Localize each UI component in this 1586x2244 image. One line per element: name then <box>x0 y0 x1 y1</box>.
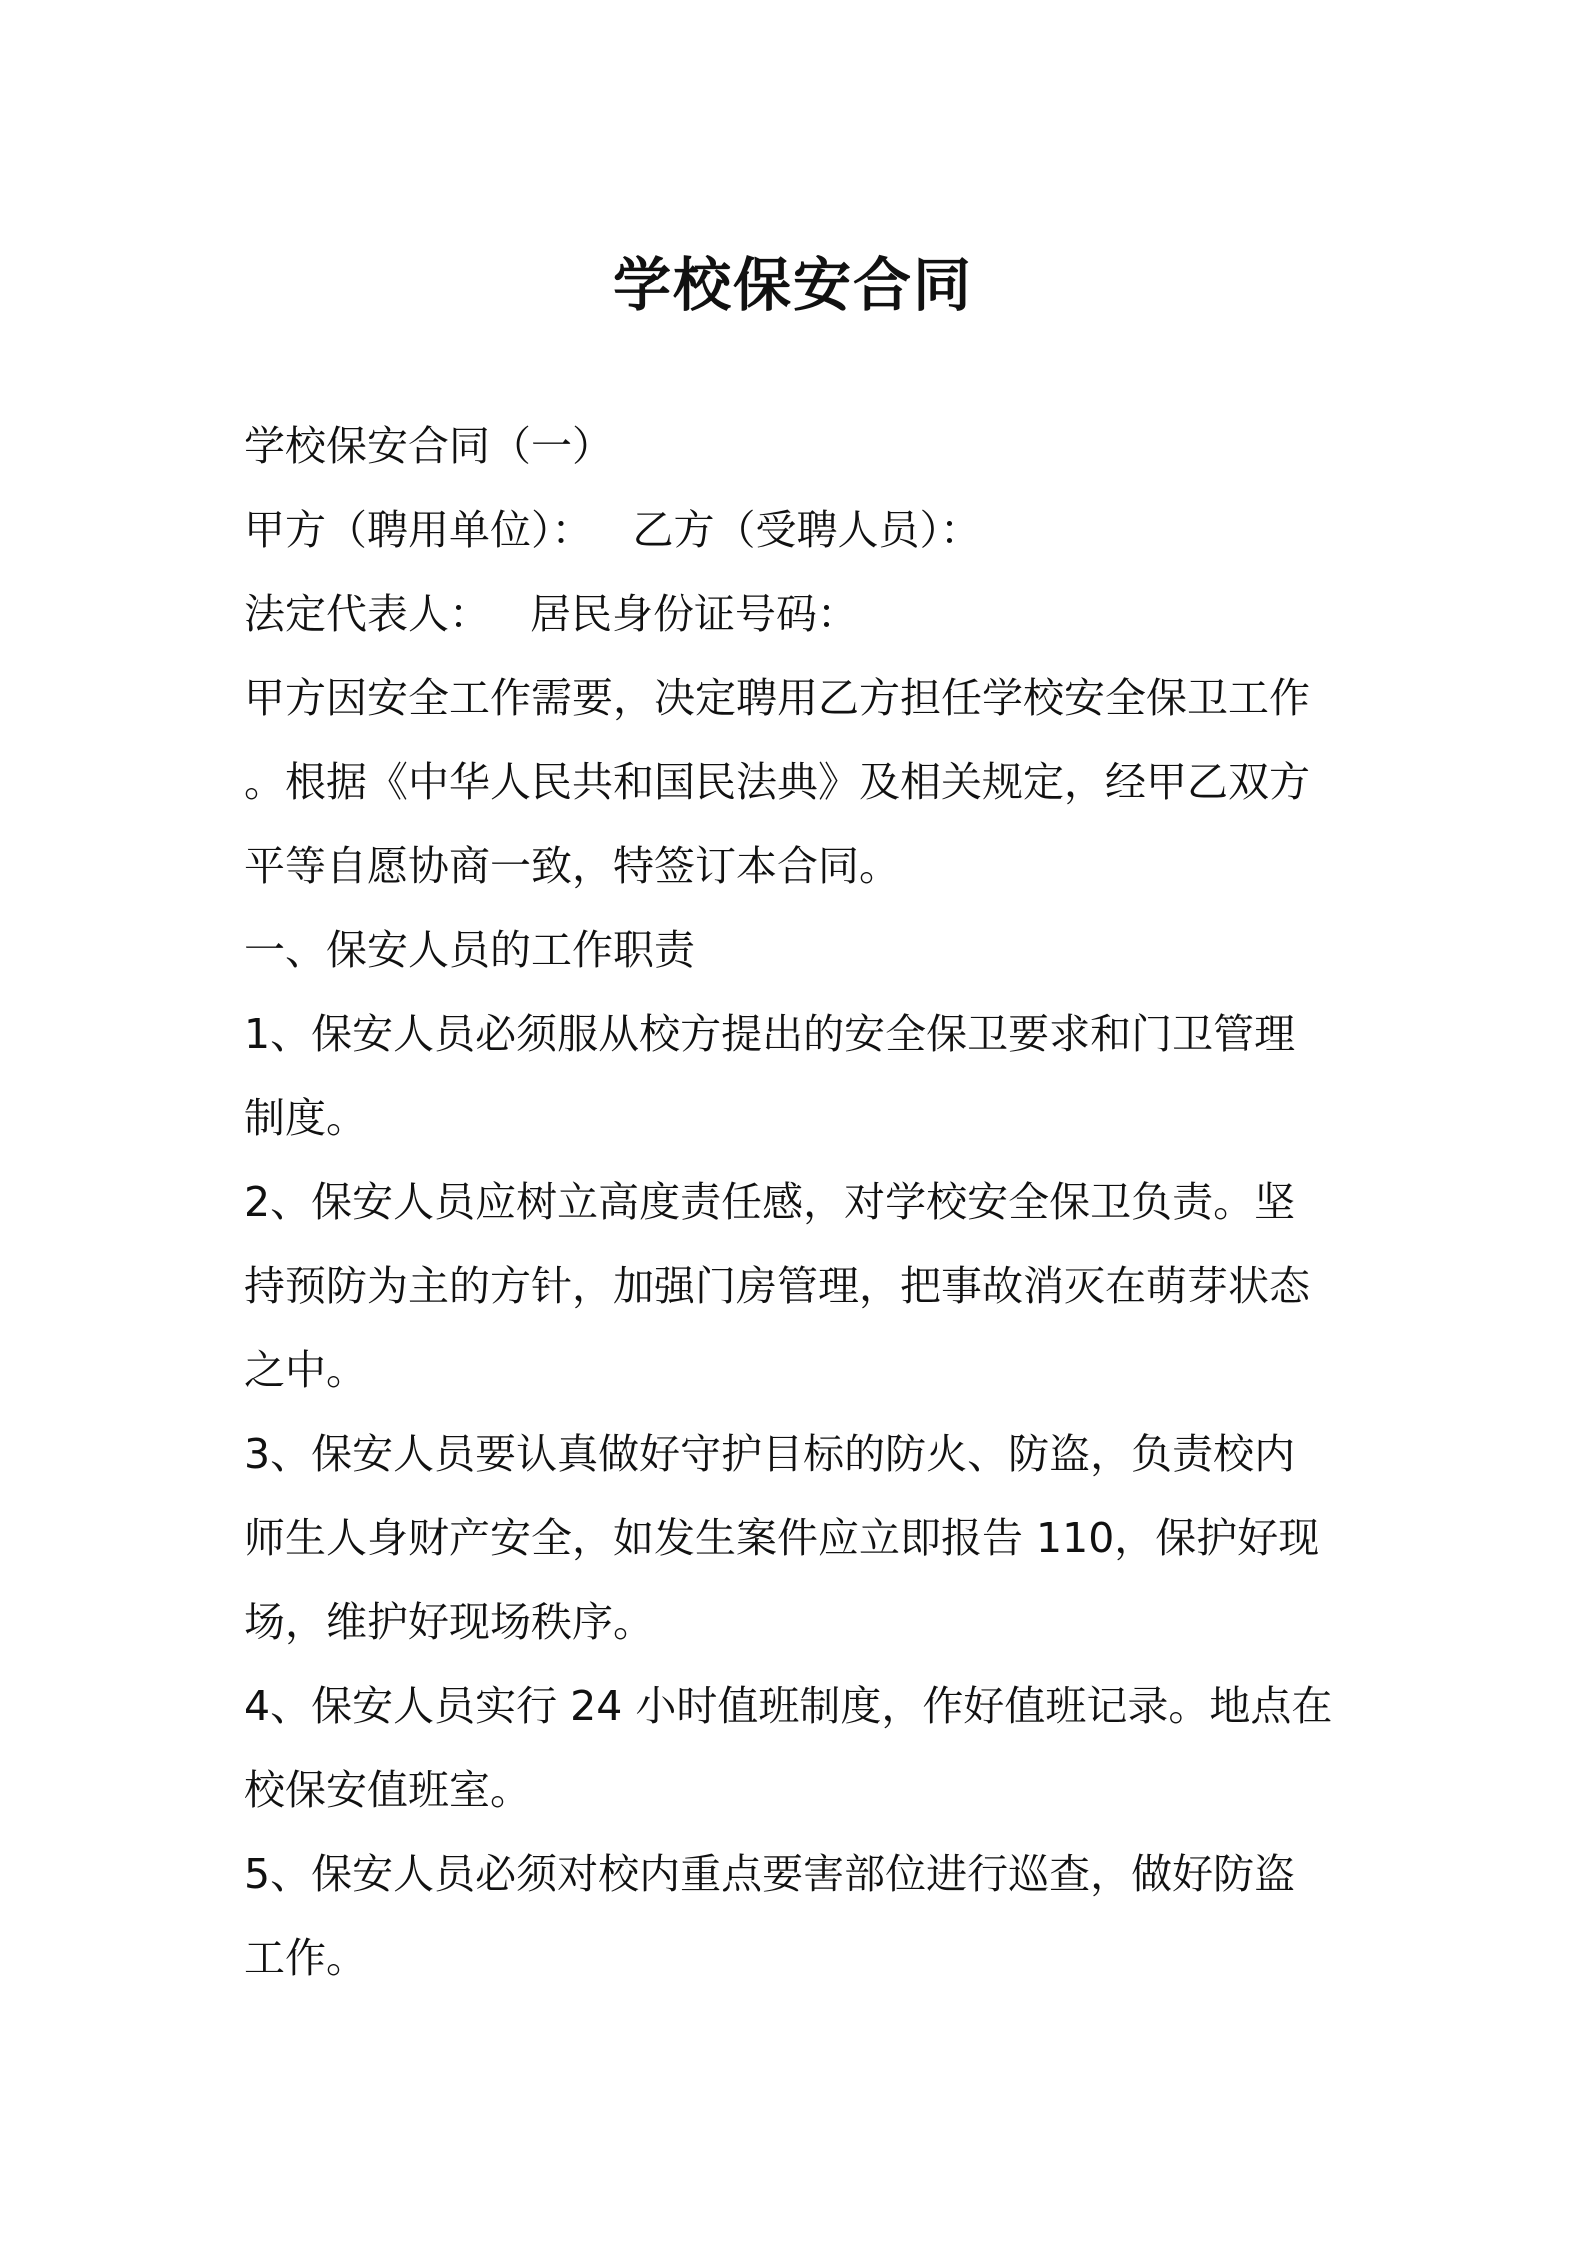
section-heading: 一、保安人员的工作职责 <box>244 926 695 974</box>
clause-2-line: 之中。 <box>244 1346 367 1394</box>
id-number-label: 居民身份证号码： <box>530 590 858 638</box>
parties-line <box>244 488 1364 572</box>
clause-2-line: 持预防为主的方针，加强门房管理，把事故消灭在萌芽状态 <box>244 1262 1310 1310</box>
clause-2-line: 2、保安人员应树立高度责任感，对学校安全保卫负责。坚 <box>244 1178 1296 1226</box>
representative-line <box>244 572 1364 656</box>
document-body <box>244 404 1364 2000</box>
clause-3-line: 3、保安人员要认真做好守护目标的防火、防盗，负责校内 <box>244 1430 1296 1478</box>
clause-5-line: 5、保安人员必须对校内重点要害部位进行巡查，做好防盗 <box>244 1850 1296 1898</box>
clause-4-line: 4、保安人员实行 24 小时值班制度，作好值班记录。地点在 <box>244 1682 1333 1730</box>
legal-rep-label: 法定代表人： <box>244 590 490 638</box>
intro-line: 。根据《中华人民共和国民法典》及相关规定，经甲乙双方 <box>244 758 1310 806</box>
clause-5-line: 工作。 <box>244 1934 367 1982</box>
clause-1-line: 1、保安人员必须服从校方提出的安全保卫要求和门卫管理 <box>244 1010 1296 1058</box>
clause-3-line: 场，维护好现场秩序。 <box>244 1598 654 1646</box>
clause-4-line: 校保安值班室。 <box>244 1766 531 1814</box>
intro-line: 平等自愿协商一致，特签订本合同。 <box>244 842 900 890</box>
party-b-label: 乙方（受聘人员）： <box>632 506 981 554</box>
contract-subtitle: 学校保安合同（一） <box>244 422 613 470</box>
clause-3-line: 师生人身财产安全，如发生案件应立即报告 110，保护好现 <box>244 1514 1320 1562</box>
party-a-label: 甲方（聘用单位）： <box>244 506 593 554</box>
clause-1-line: 制度。 <box>244 1094 367 1142</box>
intro-line: 甲方因安全工作需要，决定聘用乙方担任学校安全保卫工作 <box>244 674 1310 722</box>
document-title: 学校保安合同 <box>612 251 973 319</box>
